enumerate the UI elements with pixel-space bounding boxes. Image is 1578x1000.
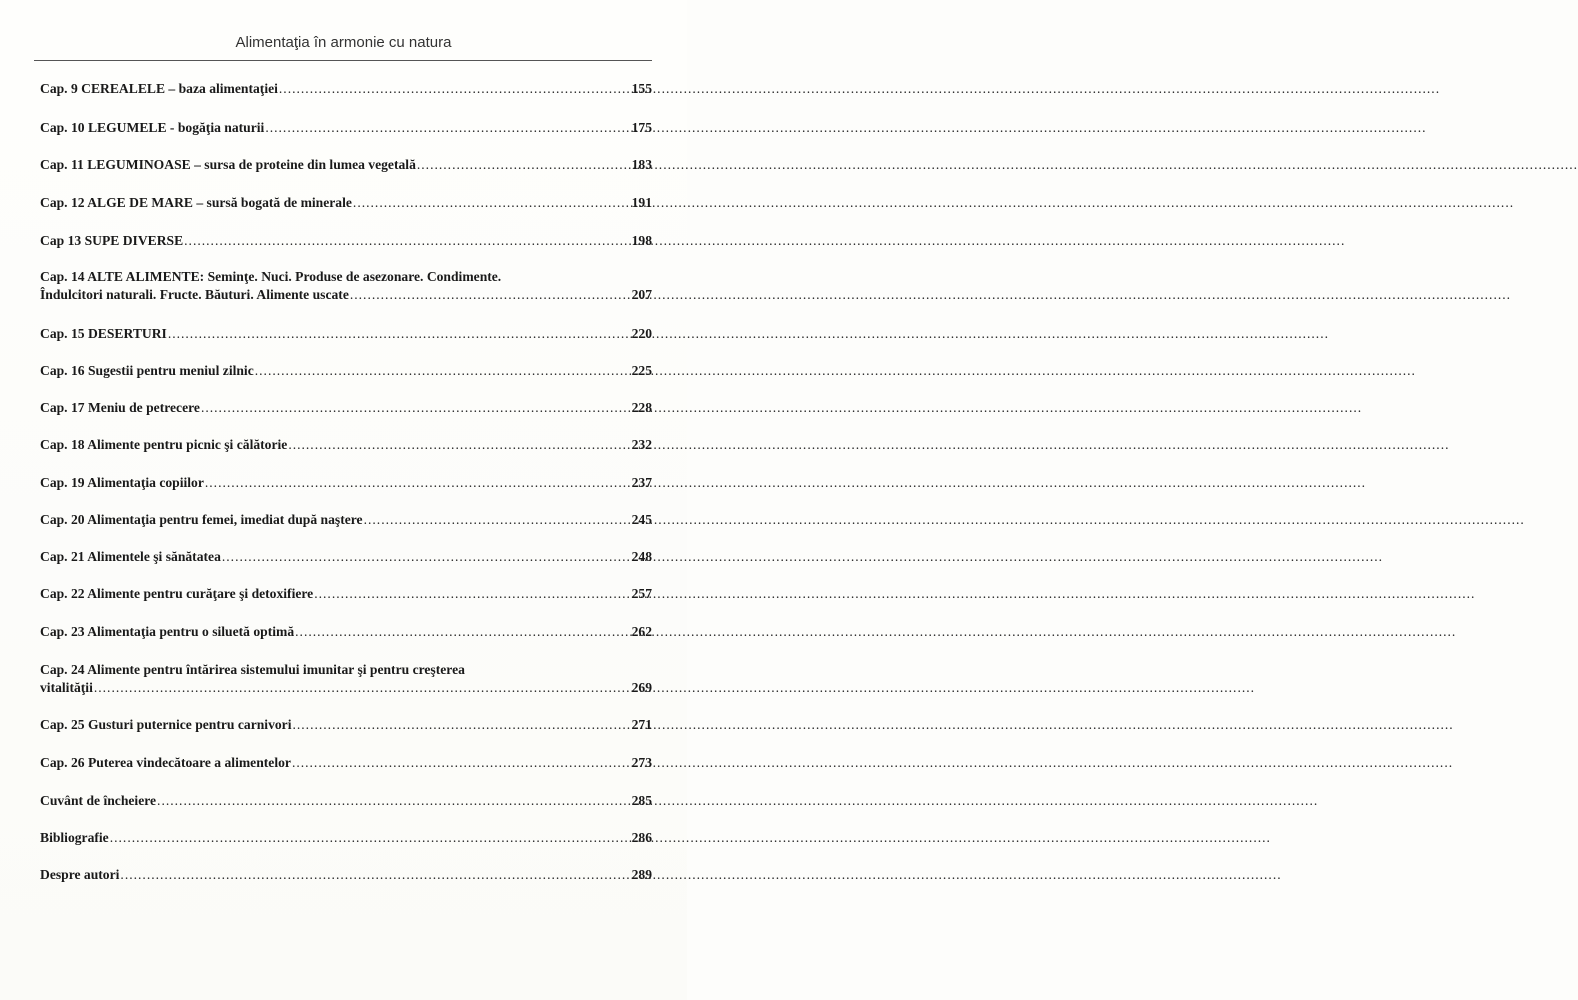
dot-leader <box>314 585 630 603</box>
toc-page-number: 220 <box>631 326 652 341</box>
toc-entry-label: Îndulcitori naturali. Fructe. Băuturi. Alimente uscate <box>40 287 349 302</box>
dot-leader <box>168 325 631 343</box>
toc-entry-label: Cap. 18 Alimente pentru picnic şi călătorie <box>40 437 288 452</box>
toc-page-number: 207 <box>631 287 652 302</box>
toc-entry-cap-17[interactable] <box>40 399 652 417</box>
dot-leader <box>364 511 631 529</box>
toc-page-number: 228 <box>631 400 652 415</box>
toc-entry-label: Cap. 20 Alimentaţia pentru femei, imediat după naştere <box>40 512 363 527</box>
toc-entry-cap-13[interactable] <box>40 232 652 250</box>
toc-page-number: 191 <box>631 195 652 210</box>
toc-entry-cap-9[interactable] <box>40 80 652 98</box>
toc-entry-label: Cap. 25 Gusturi puternice pentru carnivori <box>40 717 292 732</box>
toc-page-number: 262 <box>631 624 652 639</box>
toc-entry-cap-11[interactable] <box>40 156 652 174</box>
dot-leader <box>120 866 630 884</box>
toc-page-number: 232 <box>631 437 652 452</box>
dot-leader <box>110 829 631 847</box>
toc-entry-cap-14[interactable] <box>40 268 652 304</box>
toc-entry-cap-20[interactable] <box>40 511 652 529</box>
toc-page-number: 257 <box>631 586 652 601</box>
toc-entry-label: Cap. 15 DESERTURI <box>40 326 167 341</box>
toc-entry-label: Cap. 10 LEGUMELE - bogăţia naturii <box>40 120 265 135</box>
toc-page-number: 286 <box>631 830 652 845</box>
toc-entry-label: Cap. 9 CEREALELE – baza alimentaţiei <box>40 81 278 96</box>
toc-entry-label-line1: Cap. 24 Alimente pentru întărirea sistemului imunitar şi pentru creşterea <box>40 662 465 677</box>
dot-leader <box>350 286 631 304</box>
dot-leader <box>295 623 630 641</box>
toc-entry-cap-21[interactable] <box>40 548 652 566</box>
dot-leader <box>279 80 631 98</box>
toc-page-number: 198 <box>631 233 652 248</box>
dot-leader <box>353 194 631 212</box>
toc-entry-cap-10[interactable] <box>40 119 652 137</box>
toc-page-number: 271 <box>631 717 652 732</box>
dot-leader <box>222 548 631 566</box>
toc-page-number: 289 <box>631 867 652 882</box>
toc-entry-label: Cap. 17 Meniu de petrecere <box>40 400 200 415</box>
toc-entry-label: Cap. 12 ALGE DE MARE – sursă bogată de minerale <box>40 195 352 210</box>
dot-leader <box>157 792 631 810</box>
toc-page-number: 175 <box>631 120 652 135</box>
toc-entry-cap-26[interactable] <box>40 754 652 772</box>
dot-leader <box>265 119 630 137</box>
toc-page-number: 225 <box>631 363 652 378</box>
dot-leader <box>255 362 631 380</box>
toc-entry-cap-18[interactable] <box>40 436 652 454</box>
toc-page-number: 155 <box>631 81 652 96</box>
dot-leader <box>205 474 631 492</box>
toc-entry-despre-autori[interactable] <box>40 866 652 884</box>
toc-entry-label: Cap. 23 Alimentaţia pentru o siluetă optimă <box>40 624 295 639</box>
dot-leader <box>94 679 631 697</box>
toc-entry-cap-24[interactable] <box>40 661 652 697</box>
toc-page-number: 273 <box>631 755 652 770</box>
toc-entry-label: Cap. 22 Alimente pentru curăţare şi detoxifiere <box>40 586 314 601</box>
toc-entry-label-line1: Cap. 14 ALTE ALIMENTE: Seminţe. Nuci. Produse de asezonare. Condimente. <box>40 269 502 284</box>
toc-entry-label: Despre autori <box>40 867 120 882</box>
dot-leader <box>292 754 631 772</box>
toc-entry-label: Cap 13 SUPE DIVERSE <box>40 233 184 248</box>
toc-entry-cap-22[interactable] <box>40 585 652 603</box>
dot-leader <box>417 156 631 174</box>
running-header: Alimentaţia în armonie cu natura <box>235 34 452 51</box>
toc-entry-cap-12[interactable] <box>40 194 652 212</box>
dot-leader <box>184 232 630 250</box>
toc-page-number: 269 <box>631 680 652 695</box>
toc-entry-cuvant-de-incheiere[interactable] <box>40 792 652 810</box>
toc-entry-cap-23[interactable] <box>40 623 652 641</box>
toc-entry-label: Cap. 19 Alimentaţia copiilor <box>40 475 204 490</box>
toc-entry-label: vitalităţii <box>40 680 93 695</box>
toc-entry-bibliografie[interactable] <box>40 829 652 847</box>
toc-entry-label: Cap. 26 Puterea vindecătoare a alimentelor <box>40 755 291 770</box>
dot-leader <box>288 436 630 454</box>
dot-leader <box>292 716 630 734</box>
toc-entry-cap-16[interactable] <box>40 362 652 380</box>
toc-entry-cap-25[interactable] <box>40 716 652 734</box>
toc-page-number: 183 <box>631 157 652 172</box>
dot-leader <box>201 399 631 417</box>
table-of-contents <box>0 0 687 1000</box>
toc-page-number: 245 <box>631 512 652 527</box>
book-page <box>0 0 687 1000</box>
toc-page-number: 285 <box>631 793 652 808</box>
toc-page-number: 237 <box>631 475 652 490</box>
toc-entry-label: Cap. 21 Alimentele şi sănătatea <box>40 549 221 564</box>
toc-entry-cap-19[interactable] <box>40 474 652 492</box>
toc-page-number: 248 <box>631 549 652 564</box>
toc-entry-label: Cap. 11 LEGUMINOASE – sursa de proteine din lumea vegetală <box>40 157 416 172</box>
toc-entry-cap-15[interactable] <box>40 325 652 343</box>
toc-entry-label: Cap. 16 Sugestii pentru meniul zilnic <box>40 363 254 378</box>
toc-entry-label: Bibliografie <box>40 830 109 845</box>
toc-entry-label: Cuvânt de încheiere <box>40 793 157 808</box>
